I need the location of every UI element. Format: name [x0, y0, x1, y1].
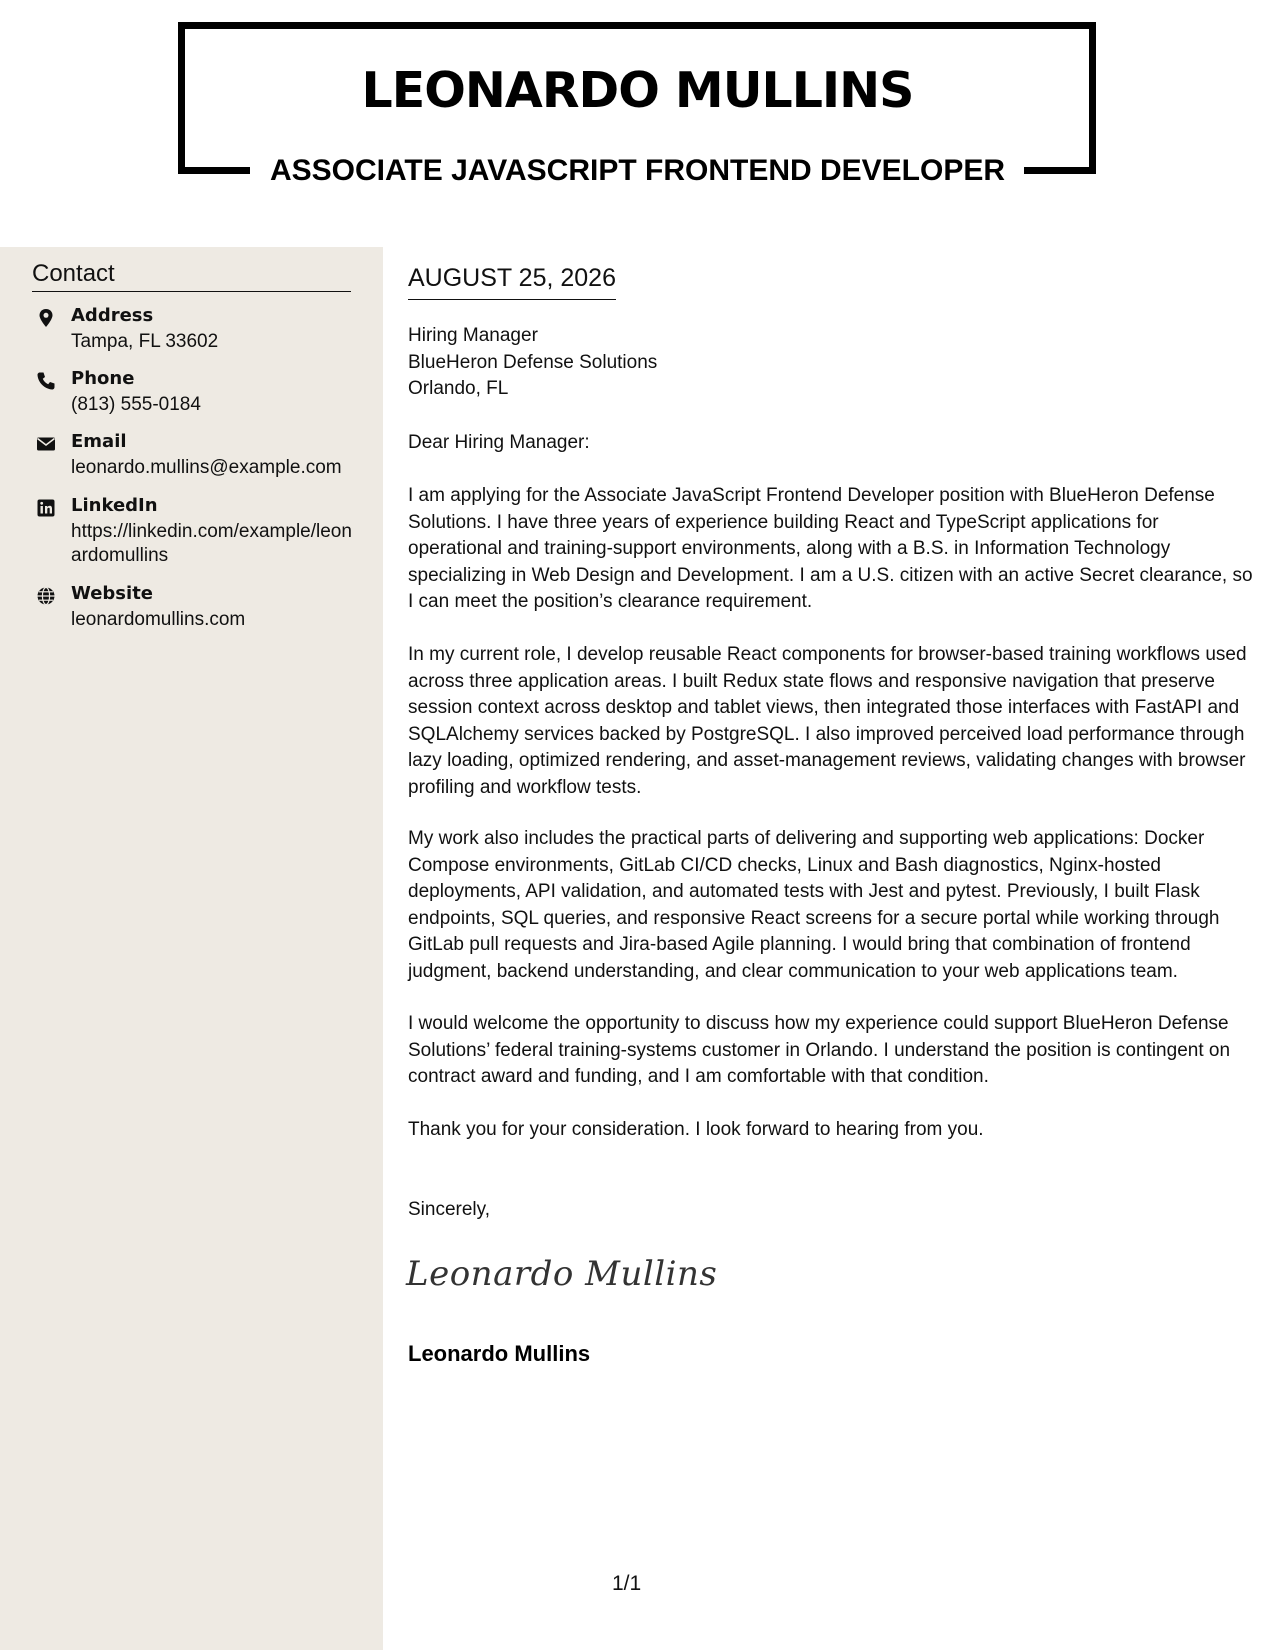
recipient-block: [408, 323, 657, 403]
contact-value: leonardo.mullins@example.com: [71, 457, 342, 478]
body-paragraph: I would welcome the opportunity to discuss how my experience could support BlueHeron Defense Solutions’ federal training-systems customer in Orlando. I understand the position is contingent on contract award and funding, and I am comfortable with that condition.: [408, 1013, 1231, 1087]
map-pin-icon: [36, 308, 56, 328]
applicant-name: LEONARDO MULLINS: [361, 62, 914, 119]
body-paragraph: My work also includes the practical parts of delivering and supporting web applications: Docker Compose environments, GitLab CI/CD checks, Linux and Bash diagnostics, Nginx-hosted deployments, API validation, and automated tests with Jest and pytest. Previously, I built Flask endpoints, SQL queries, and responsive React screens for a secure portal while working through GitLab pull requests and Jira-based Agile planning. I would bring that combination of frontend judgment, backend understanding, and clear communication to your web applications team.: [408, 828, 1220, 982]
signer-name: Leonardo Mullins: [408, 1341, 591, 1366]
recipient-line: Orlando, FL: [408, 378, 509, 399]
recipient-line: BlueHeron Defense Solutions: [408, 351, 658, 373]
body-paragraph: I am applying for the Associate JavaScript Frontend Developer position with BlueHeron Defense Solutions. I have three years of experience building React and TypeScript applications for operational and training-support environments, along with a B.S. in Information Technology specializing in Web Design and Development. I am a U.S. citizen with an active Secret clearance, so I can meet the position’s clearance requirement.: [408, 485, 1253, 612]
contact-heading: Contact: [32, 260, 351, 292]
letter-date: AUGUST 25, 2026: [408, 264, 616, 300]
closing: Sincerely,: [408, 1199, 491, 1220]
contact-value: Tampa, FL 33602: [71, 331, 219, 352]
phone-icon: [36, 371, 56, 391]
body-paragraph: In my current role, I develop reusable React components for browser-based training workflows used across three application areas. I built Redux state flows and responsive navigation that preserve session context across desktop and tablet views, then integrated those interfaces with FastAPI and SQLAlchemy services backed by PostgreSQL. I also improved perceived load performance through lazy loading, optimized rendering, and asset-management reviews, validating changes with browser profiling and workflow tests.: [408, 644, 1247, 798]
recipient-line: Hiring Manager: [408, 325, 538, 346]
page-number: 1/1: [612, 1572, 642, 1595]
salutation: Dear Hiring Manager:: [408, 432, 590, 453]
body-paragraph: Thank you for your consideration. I look forward to hearing from you.: [408, 1119, 984, 1140]
job-title: ASSOCIATE JAVASCRIPT FRONTEND DEVELOPER: [269, 154, 1006, 187]
contact-label: Address: [71, 305, 154, 326]
contact-value: (813) 555-0184: [71, 394, 201, 415]
contact-value: https://linkedin.com/example/leonardomullins: [71, 521, 352, 566]
envelope-icon: [36, 434, 56, 454]
contact-value: leonardomullins.com: [71, 609, 246, 630]
contact-label: LinkedIn: [71, 495, 158, 516]
globe-icon: [36, 586, 56, 606]
contact-label: Website: [71, 583, 154, 604]
handwritten-signature: Leonardo Mullins: [406, 1254, 718, 1294]
linkedin-icon: [36, 498, 56, 518]
contact-label: Email: [71, 431, 127, 452]
contact-label: Phone: [71, 368, 135, 389]
